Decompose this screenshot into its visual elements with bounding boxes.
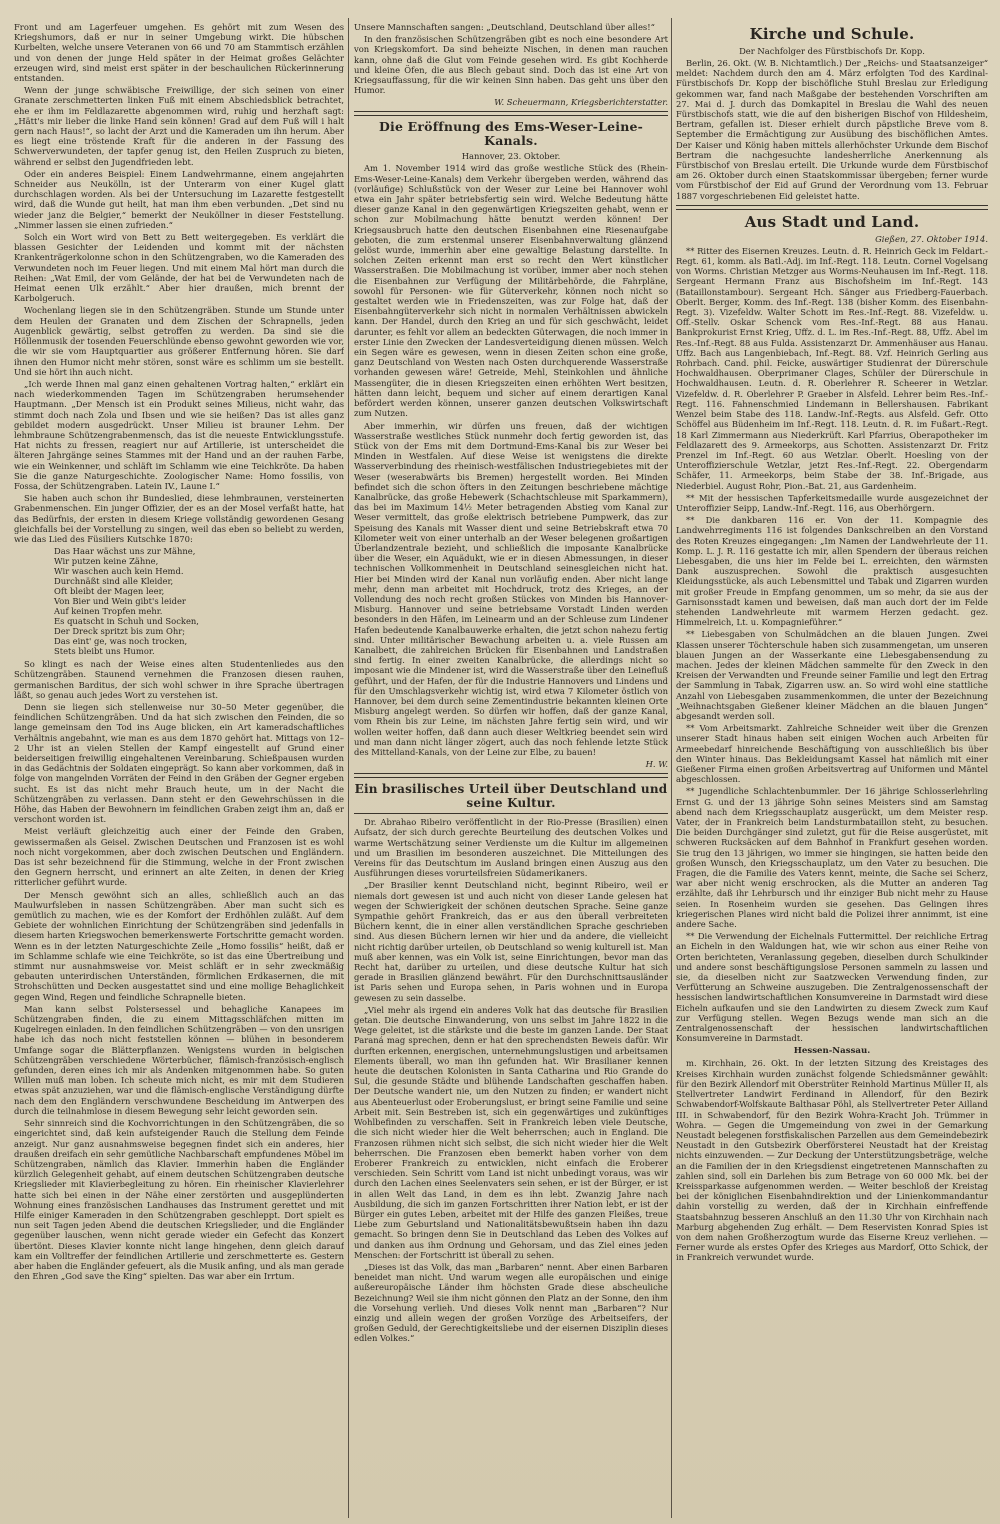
paragraph: „Viel mehr als irgend ein anderes Volk hat das deutsche für Brasilien getan. Die deutsche Einwanderung, von uns selbst im Jahre 1822 in die Wege geleitet, ist die stärkste und die beste im ganzen Lande. Der Staat Paraná mag sprechen, denn er hat den sprechendsten Beweis dafür. Wir durften erkennen, energischen, unternehmungslustigen und arbeitsamen Elements überall, wo man ihn gefunden hat. Wir Brasilianer kennen heute die deutschen Kolonisten in Santa Catharina und Rio Grande do Sul, die gesunde Städte und blühende Landschaften geschaffen haben. Der Deutsche wandert nie, um den Nutzen zu finden; er wandert nicht aus Abenteuerlust oder Eroberungslust, er bringt seine Familie und seine Arbeit mit. Sein Bestreben ist, sich ein gegenwärtiges und zukünftiges Wohlbefinden zu verschaffen. Seit in Frankreich leben viele Deutsche, die sich nicht wieder hier die Welt beherrschen; auch in England. Die Franzosen rühmen nicht sich selbst, die sich nicht wieder hier die Welt beherrschen. Die Franzosen eben bemerkt haben vorher von dem Eroberer Frankreich zu entwicklen, nicht einfach die Eroberer verschieden. Sein Schritt vom Land ist nicht unbedingt voraus, was wir durch den Lachen eines Seelenvaters sein sehen, er ist der Bürger, er ist in allen Welt das Land, in dem es ihn lebt. Zwanzig Jahre nach Ausbildung, die sich im ganzen Fortschritten ihrer Nation lebt, er ist der Bürger ein gutes Leben, arbeitet mit der Hilfe des ganzen Fleißes, treue Liebe zum Geburtsland und Nationalitätsbewußtsein haben ihn dazu gemacht. So bringen denn Sie in Deutschland das Leben des Volkes auf und danken aus ihm Ordnung und Gehorsam, und das Ziel eines jeden Menschen: der Fortschritt ist überall zu sehen. [354,1004,668,1260]
paragraph: Sehr sinnreich sind die Kochvorrichtungen in den Schützengräben, die so eingerichtet sind, daß kein aufsteigender Rauch die Stellung dem Feinde anzeigt. Nur ganz ausnahmsweise begegnen findet sich ein anderes, hier draußen dreifach ein sehr gemütliche Nachbarschaft empfundenes Möbel im Schützengraben, nämlich das Klavier. Immerhin haben die Engländer kürzlich Gelegenheit gehabt, auf einem deutschen Schützengraben deutsche Kriegslieder mit Klavierbegleitung zu hören. Ein rheinischer Klavierlehrer hatte sich bei einen in der Nähe einer zerstörten und ausgeplünderten Wohnung eines französischen Landhauses das Instrument gerettet und mit Hilfe einiger Kameraden in den Schützengraben geschleppt. Dort spielt es nun seit Tagen jeden Abend die deutschen Kriegslieder, und die Engländer gegenüber lauschen, wenn nicht gerade wieder ein Gefecht das Konzert übertönt. Dieses Klavier konnte nicht lange hingehen, denn gleich darauf kam ein Volltreffer der feindlichen Artillerie und zerschmetterte es. Gestern aber haben die Engländer gefeuert, als die Musik anfing, und als man gerade den Ehren „God save the King“ spielten. Das war aber ein Irrtum. [14,1118,344,1282]
headline-underline [354,813,668,814]
paragraph: Dr. Abrahao Ribeiro veröffentlicht in der Rio-Presse (Brasilien) einen Aufsatz, der sich durch gerechte Beurteilung des deutschen Volkes und warme Wertschätzung seiner Verdienste um die Kultur im allgemeinen und um Brasilien im besonderen auszeichnet. Die Mitteilungen des Vereins für das Deutschtum im Ausland bringen einen Auszug aus den Ausführungen dieses vorurteilsfreien Südamerikaners. [354,817,668,879]
paragraph: Wenn der junge schwäbische Freiwillige, der sich seinen von einer Granate zerschmetterten linken Fuß mit einem Abschiedsblick betrachtet, ehe er ihm im Feldlazarette abgenommen wird, ruhig und herzhaft sagt: „Hätt's mir lieber die linke Hand sein können! Grad auf dem Fuß will i halt gern nach Haus!“, so lacht der Arzt und die Kameraden um ihn herum. Aber es liegt eine tröstende Kraft für die anderen in der Fassung des Schwerverwundeten, der tapfer genug ist, den Heilen Zuspruch zu bieten, während er selbst den Jugendfrieden lebt. [14,85,344,167]
paragraph: Oder ein anderes Beispiel: Einem Landwehrmanne, einem angejahrten Schneider aus Neukölln, ist der Unterarm von einer Kugel glatt durchschlagen worden. Als bei der Untersuchung im Lazarette festgestellt wird, daß die Wunde gut heilt, hat man ihm eben verbunden. „Det sind nu wieder janz die Belgier,“ bemerkt der Neuköllner in dieser Feststellung. „Nimmer lassen sie einen zufrieden.“ [14,168,344,230]
column-rule [348,18,349,1518]
poem-line: Wir waschen auch kein Hemd. [54,566,184,577]
section-divider [354,773,668,778]
column-2 [354,22,668,1518]
paragraph: „Der Brasilier kennt Deutschland nicht, beginnt Ribeiro, weil er niemals dort gewesen ist und auch nicht von dieser Lande gelesen hat wegen der Schwierigkeit der schönen deutschen Sprache. Seine ganze Sympathie gehört Frankreich, das er aus den überall verbreiteten Büchern kennt, die in einer allen verständlichen Sprache geschrieben sind. Aus diesen Büchern lernen wir hier und da andere, die vielleicht nicht richtig darüber urteilen, ob Deutschland so wenig kulturell ist. Man muß aber kennen, was ein Volk ist, seine Einrichtungen, bevor man das Recht hat, darüber zu urteilen, und diese deutsche Kultur hat sich gerade in Brasilien glänzend bewährt. Für den Durchschnittsausländer ist Paris sehen und Europa sehen, in Paris wohnen und in Europa gewesen zu sein dasselbe. [354,880,668,1003]
paragraph: So klingt es nach der Weise eines alten Studentenliedes aus den Schützengräben. Staunend vernehmen die Franzosen diesen rauhen, germanischen Barditus, der sich wohl schwer in ihre Sprache übertragen läßt, so genau auch jedes Wort zu verstehen ist. [14,659,344,700]
column-rule [671,18,672,1518]
poem-line: Das Haar wächst uns zur Mähne, [54,546,196,557]
paragraph: „Ich werde Ihnen mal ganz einen gehaltenen Vortrag halten,“ erklärt ein nach wiederkommenden Tagen im Schützengraben herumsehender Hauptmann. „Der Mensch ist ein Produkt seines Milieus, nicht wahr, das stimmt doch nach Zola und Ibsen und wie sie heißen? Das ist alles ganz gebildet modern ausgedrückt. Unser Milieu ist brauner Lehm. Der lehmbraune Schützengrabenmensch, das ist die neueste Entwicklungsstufe. Hat nichts zu fressen, reagiert nur auf Artillerie, ist unterscheidet die älteren Jahrgänge seines Stammes mit der Hand und an der rauhen Farbe, wie ein Weinkenner, und schläft im Schlamm wie eine Teichkröte. Da haben Sie die ganze Naturgeschichte. Zoologischer Name: Homo fossilis, von Fossa, der Schützengraben. Latein IV., Laune I.“ [14,378,344,491]
paragraph: Berlin, 26. Okt. (W. B. Nichtamtlich.) Der „Reichs- und Staatsanzeiger“ meldet: Nachdem durch den am 4. März erfolgten Tod des Kardinal-Fürstbischofs Dr. Kopp der bischöfliche Stuhl Breslau zur Erledigung gekommen war, fand nach Maßgabe der bestehenden Vorschriften am 27. Mai d. J. durch das Domkapitel in Breslau die Wahl des neuen Fürstbischofs statt, wie die auf den bisherigen Bischof von Hildesheim, Bertram, gefallen ist. Dieser erhielt durch päpstliche Breve vom 8. September die Ermächtigung zur Ausübung des bischöflichen Amtes. Der Kaiser und König haben mittels allerhöchster Urkunde dem Bischof Bertram die nachgesuchte landesherrliche Anerkennung als Fürstbischof von Breslau erteilt. Die Urkunde wurde dem Fürstbischof am 26. Oktober durch einen Staatskommissar übergeben; ferner wurde vom Fürstbischof der Eid auf Grund der Verordnung vom 13. Februar 1887 vorgeschriebenen Eid geleistet hatte. [676,58,988,201]
poem-line: Der Dreck spritzt bis zum Ohr; [54,626,186,637]
paragraph: ** Die dankbaren 116 er. Von der 11. Kompagnie des Landwehrregiments 116 ist folgendes Dankschreiben an den Vorstand des Roten Kreuzes eingegangen: „Im Namen der Landwehrleute der 11. Komp. L. J. R. 116 gestatte ich mir, allen Spendern der überaus reichen Liebesgaben, die uns hier im Felde bei L. erreichten, den wärmsten Dank auszusprechen. Sowohl die praktisch ausgesuchten Kleidungsstücke, als auch Lebensmittel und Tabak und Zigarren wurden mit großer Freude in Empfang genommen, um so mehr, da sie aus der Garnisonsstadt kamen und beweisen, daß man auch dort der im Felde stehenden Landwehrleute mit warmem Herzen gedacht. gez. Himmelreich, Lt. u. Kompagnieführer.“ [676,515,988,628]
paragraph: m. Kirchhain, 26. Okt. In der letzten Sitzung des Kreistages des Kreises Kirchhain wurden zunächst folgende Schiedsmänner gewählt: für den Bezirk Allendorf mit Oberstrüter Reinhold Martinus Müller II, als Stellvertreter Landwirt Ferdinand in Allendorf, für den Bezirk Schwabendorf-Wolfskaute Balthasar Pöhl, als Stellvertreter Peter Ailland III. in Schwabendorf, für den Bezirk Wohra-Kracht Joh. Trümmer in Wohra. — Gegen die Umgemeindung von zwei in der Gemarkung Neustadt belegenen forstfiskalischen Parzellen aus dem Gemeindebezirk Neustadt in den Gutsbezirk Oberförsterei Neustadt hat der Kreistag nichts einzuwenden. — Zur Deckung der Unterstützungsbeträge, welche an die Familien der in den Kriegsdienst eingetretenen Mannschaften zu zahlen sind, soll ein Darlehen bis zum Betrage von 60 000 Mk. bei der Kreissparkasse aufgenommen werden. — Weiter beschloß der Kreistag bei der königlichen Eisenbahndirektion und der Linienkommandantur dahin vorstellig zu werden, daß der in Kirchhain einfreffende Staatsbahnzug besseren Anschluß an den 11.30 Uhr von Kirchhain nach Marburg abgehenden Zug erhält. — Dem Reservisten Konrad Spies ist von dem nahen Großherzogtum wurde das Eiserne Kreuz verliehen. — Ferner wurde als erstes Opfer des Krieges aus Mardorf, Otto Schick, der in Frankreich verwundet wurde. [676,1058,988,1263]
author-signature: H. W. [645,759,668,770]
section-headline: Aus Stadt und Land. [744,212,920,231]
dateline: Hannover, 23. Oktober. [461,151,561,162]
paragraph: Aber immerhin, wir dürfen uns freuen, daß der wichtigen Wasserstraße westliches Stück nunmehr doch fertig geworden ist, das Stück von der Ems mit dem Dortmund-Ems-Kanal bis zur Weser bei Minden in Westfalen. Auf diese Weise ist wenigstens die direkte Wasserverbindung des rheinisch-westfälischen Industriegebietes mit der Weser (weserabwärts bis Bremen) hergestellt worden. Bei Minden befindet sich die schon öfters in den Zeitungen beschriebene mächtige Kanalbrücke, das große Hebewerk (Schachtschleuse mit Sparkammern), das bei im Maximum 14½ Meter betragenden Abstieg vom Kanal zur Weser vermittelt, das große elektrisch betriebene Pumpwerk, das zur Speisung des Kanals mit Wasser dient und seine Betriebskraft etwa 70 Kilometer weit von einer unterhalb an der Weser belegenen großartigen Überlandzentrale bezieht, und schließlich die imposante Kanalbrücke über die Weser, ein Aquädukt, wie er in diesen Abmessungen, in dieser technischen Vollkommenheit in Deutschland seinesgleichen nicht hat. Hier bei Minden wird der Kanal nun vorläufig enden. Aber nicht lange mehr, denn man arbeitet mit Hochdruck, trotz des Krieges, an der Vollendung des noch recht großen Stückes von Minden bis Hannover-Misburg. Hannover und seine betriebsame Vorstadt Linden werden besonders in den Häfen, im Leinearm und an der Schleuse zum Lindener Hafen bedeutende Kanalbauwerke erhalten, die jetzt schon nahezu fertig sind. Unter militärischer Bewachung arbeiten u. a. viele Russen am Kanalbett, die zahlreichen Brücken für Eisenbahnen und Landstraßen sind fertig. In einer zweiten Kanalbrücke, die allerdings nicht so imposant wie die Mindener ist, wird die Wasserstraße über den Leinefluß geführt, und der Hafen, der für die Industrie Hannovers und Lindens und für den Umschlagsverkehr wichtig ist, wird etwa 7 Kilometer östlich von Hannover, bei dem durch seine Zementindustrie bekannten kleinen Orte Misburg angelegt werden. So dürfen wir hoffen, daß der ganze Kanal, vom Rhein bis zur Leine, im nächsten Jahre fertig sein wird, und wir wollen weiter hoffen, daß dann auch dieser Weltkrieg beendet sein wird und man dann nicht länger zögert, auch das noch fehlende letzte Stück des Mittelland-Kanals, von der Leine zur Elbe, zu bauen! [354,420,668,757]
paragraph: Unsere Mannschaften sangen: „Deutschland, Deutschland über alles!“ [354,22,655,32]
paragraph: ** Die Verwendung der Eichelnals Futtermittel. Der reichliche Ertrag an Eicheln in den Waldungen hat, wie wir schon aus einer Reihe von Orten berichteten, Veranlassung gegeben, dieselben durch Schulkinder und andere sonst beschäftigungslose Personen sammeln zu lassen und sie, da dieselben nicht zur Saatzwecken Verwendung finden, zur Verfütterung an Schweine auszugeben. Die Zentralgenossenschaft der hessischen landwirtschaftlichen Konsumvereine in Darmstadt wird diese Eicheln aufkaufen und sie den Landwirten zu diesem Zweck zum Kauf zur Verfügung stellen. Wegen Bezugs wende man sich an die Zentralgenossenschaft der hessischen landwirtschaftlichen Konsumvereine in Darmstadt. [676,931,988,1044]
poem-line: Auf keinen Tropfen mehr. [54,606,163,617]
paragraph: Denn sie liegen sich stellenweise nur 30–50 Meter gegenüber, die feindlichen Schützengräben. Und da hat sich zwischen den Feinden, die so lange gemeinsam den Tod ins Auge blicken, ein Art kameradschaftliches Verhältnis angebahnt, wie man es aus dem 1870 gehört hat. Mittags von 12–2 Uhr ist an vielen Stellen der Kampf eingestellt auf Grund einer beiderseitigen freiwillig eingehaltenen Vereinbarung. Schießpausen wurden in das Gedächtnis der Soldaten eingeprägt. So kann aber vorkommen, daß in folge von mangelnden Vorräten der Feind in den Gräben der Gegner ergeben sucht. Es ist das nicht mehr Brauch heute, um in der Nacht die Schützengräben zu verlassen. Dann steht er den Gewehrschüssen in die Höhe, das Haben der Bewohnern im feindlichen Graben zeigt ihm an, daß er verschont worden ist. [14,701,344,825]
paragraph: In den französischen Schützengräben gibt es noch eine besondere Art von Kriegskomfort. Da sind beheizte Nischen, in denen man rauchen kann, ohne daß die Glut vom Feinde gesehen wird. Es gibt Kochherde und kleine Öfen, die aus Blech gebaut sind. Doch das ist eine Art von Kriegsauffassung, für die wir keinen Sinn haben. Das geht uns über den Humor. [354,34,668,96]
column-1 [14,22,344,1518]
article-headline: Ein brasilisches Urteil über Deutschland und seine Kultur. [354,782,668,811]
poem [54,546,344,656]
author-signature: W. Scheuermann, Kriegsberichterstatter. [494,97,668,108]
subheadline: Der Nachfolger des Fürstbischofs Dr. Kopp. [739,46,925,56]
poem-line: Durchnäßt sind alle Kleider, [54,576,174,587]
paragraph: Am 1. November 1914 wird das große westliche Stück des (Rhein-Ems-Weser-Leine-Kanals) dem Verkehr übergeben werden, während das (vorläufige) Schlußstück von der Weser zur Leine bei Hannover wohl etwa ein Jahr später betriebsfertig sein wird. Welche Bedeutung hätte dieser ganze Kanal in den gegenwärtigen Kriegszeiten gehabt, wenn er schon zur Mobilmachung hätte benutzt werden können! Der Kriegsausbruch hatte den deutschen Eisenbahnen eine Riesenaufgabe geboten, die zum erstenmal unserer Eisenbahnverwaltung glänzend gelöst wurde, immerhin aber eine gewaltige Belastung darstellte. In solchen Zeiten erkennt man erst so recht den Wert künstlicher Wasserstraßen. Die Mobilmachung ist vorüber, immer aber noch stehen die Eisenbahnen zur Verfügung der Militärbehörde, die Fahrpläne, sowohl für Personen- wie für Güterverkehr, können noch nicht so gestaltet werden wie in Friedenszeiten, was zur Folge hat, daß der Eisenbahngüterverkehr sich nicht in normalen Verhältnissen abwickeln kann. Der Handel, durch den Krieg an und für sich geschwächt, leidet darunter, es fehlt vor allem an bedeckten Güterwagen, die noch immer in erster Linie den Zwecken der Landesverteidigung dienen müssen. Welch ein Segen wäre es gewesen, wenn in diesen Zeiten schon eine große, ganz Deutschland von Westen nach Osten durchquerende Wasserstraße vorhanden gewesen wäre! Getreide, Mehl, Steinkohlen und ähnliche Massengüter, die in diesen Kriegszeiten einen erhöhten Wert besitzen, hätten dann leicht, bequem und sicher auf einem derartigen Kanal befördert werden können, unserer ganzen deutschen Volkswirtschaft zum Nutzen. [354,163,668,419]
paragraph: Der Mensch gewöhnt sich an alles, schließlich auch an das Maulwurfsleben in nassen Schützengräben. Aber man sucht sich es gemütlich zu machen, wie es der Komfort der Erdhöhlen zuläßt. Auf dem Gebiete der wohnlichen Einrichtung der Schützengräben sind jedenfalls in diesem harten Kriegswochen bemerkenswerte Fortschritte gemacht worden. Wenn es in der letzten Naturgeschichte Zeile „Homo fossilis“ heißt, daß er im Schlamme schlafe wie eine Teichkröte, so ist das eine Übertreibung und stimmt nur ausnahmsweise vor. Meist schläft er in sehr zweckmäßig gebauten unterirdischen Unterständen, förmlichen Erdkasernen, die mit Strohschütten und Decken ausgestattet sind und eine mollige Behaglichkeit gegen Wind, Regen und feindliche Schrapnelle bieten. [14,889,344,1002]
paragraph: ** Vom Arbeitsmarkt. Zahlreiche Schneider weit über die Grenzen unserer Stadt hinaus haben seit einigen Wochen auch Arbeiten für Armeebedarf hinreichende Beschäftigung von ausschließlich bis über den Winter hinaus. Das Bekleidungsamt Kassel hat nämlich mit einer Gießener Firma einen großen Arbeitsvertrag auf Uniformen und Mäntel abgeschlossen. [676,723,988,785]
poem-line: Es quatscht in Schuh und Socken, [54,616,199,627]
paragraph: Man kann selbst Polstersessel und behagliche Kanapees im Schützengraben finden, die zu einem Mittagsschläfchen mitten im Kugelregen einladen. In den feindlichen Schützengräben — von den unsrigen habe ich das noch nicht feststellen können — blühen in besonderem Umfange sogar die Blätterpflanzen. Wenigstens wurden in belgischen Schützengräben verschiedene Wörterbücher, flämisch-französisch-englisch gefunden, deren eines ich mir als Andenken mitgenommen habe. So guten Willen muß man loben. Ich scheute mich nicht, es mir mit dem Studieren etwas spät anzuziehen, war und die flämisch-englische Verständigung dürfte nach dem den Engländern verschwundene Bescheidung im Antwerpen des durch die teilnahmlose in diesem Bewegung sehr leicht geworden sein. [14,1003,344,1116]
poem-line: Das eint' ge, was noch trocken, [54,636,188,647]
paragraph: Meist verläuft gleichzeitig auch einer der Feinde den Graben, gewissermaßen als Geisel. Zwischen Deutschen und Franzosen ist es wohl noch nicht vorgekommen, aber doch zwischen Deutschen und Engländern. Das ist sehr bezeichnend für die Stimmung, welche in der Front zwischen den Gegnern herrscht, und erinnert an alte Zeiten, in denen der Krieg ritterlicher geführt wurde. [14,826,344,888]
poem-line: Von Bier und Wein gibt's leider [54,596,186,607]
poem-line: Stets bleibt uns Humor. [54,646,155,657]
poem-line: Wir putzen keine Zähne, [54,556,159,567]
section-divider [354,111,668,116]
paragraph: Front und am Lagerfeuer umgehen. Es gehört mit zum Wesen des Kriegshumors, daß er nur in seiner Umgebung wirkt. Die hübschen Kurbelten, welche unsere Veteranen von 66 und 70 am Stammtisch erzählen und von denen der junge Held später in der Heimat großes Gelächter erzeugen wird, sind meist erst später in der beschaulichen Rückerinnerung entstanden. [14,22,344,84]
paragraph: ** Liebesgaben von Schulmädchen an die blauen Jungen. Zwei Klassen unserer Töchterschule haben sich zusammengetan, um unseren blauen Jungen an der Wasserkante eine Liebesgabensendung zu machen. Jedes der kleinen Mädchen sammelte für den Zweck in den Kreisen der Verwandten und Freunde seiner Familie und legt den Ertrag der Sammlung in Tabak, Zigarren usw. an. So wird wohl eine stattliche Anzahl von Liebesgaben zusammenkommen, die unter der Bezeichnung „Weihnachtsgaben Gießener kleiner Mädchen an die blauen Jungen“ abgesandt werden soll. [676,629,988,721]
paragraph: ** Mit der hessischen Tapferkeitsmedaille wurde ausgezeichnet der Unteroffizier Seipp, Landw.-Inf.-Regt. 116, aus Oberhörgern. [676,492,988,513]
paragraph: Solch ein Wort wird von Bett zu Bett weitergegeben. Es verklärt die blassen Gesichter der Leidenden und kommt mit der nächsten Krankenträgerkolonne schon in den Schützengraben, wo die Kameraden des Verwundeten noch im Feuer liegen. Und mit einem Mal hört man durch die Reihen: „Wat Emil, der vom Gelände, der hat bei de Verwundeten nach de Heimat eenen Ulk erzählt.“ Aber hier draußen, mich brennt der Karbolgeruch. [14,232,344,304]
section-subheadline: Hessen-Nassau. [793,1046,871,1057]
poem-line: Oft bleibt der Magen leer, [54,586,165,597]
column-3 [676,22,988,1518]
section-headline: Kirche und Schule. [749,25,915,43]
article-headline: Die Eröffnung des Ems-Weser-Leine-Kanals. [378,119,644,149]
paragraph: Sie haben auch schon ihr Bundeslied, diese lehmbraunen, versteinerten Grabenmenschen. Ein junger Offizier, der es an der Mosel verfaßt hatte, hat das Bedürfnis, der ersten in diesem Kriege vollständig gewordenen Gesang gleichfalls bei der Vorstellung zu singen, weil das eben so beliebt zu werden, wie das Lied des Füsiliers Kutschke 1870: [14,493,344,544]
dateline: Gießen, 27. Oktober 1914. [875,233,988,244]
paragraph: ** Ritter des Eisernen Kreuzes. Leutn. d. R. Heinrich Geck im Feldart.-Regt. 61, komm. als Batl.-Adj. im Inf.-Regt. 118. Leutn. Cornel Vogelsang von Worms. Christian Metzger aus Worms-Neuhausen im Inf.-Regt. 118. Sergeant Hermann Franz aus Bischofsheim im Inf.-Regt. 143 (Bataillonstambour). Sergeant Hch. Sänger aus Friedberg-Fauerbach. Oberlt. Berger, Komm. des Inf.-Regt. 138 (bisher Komm. des Eisenbahn-Regt. 3). Vizefeldw. Walter Schott im Res.-Inf.-Regt. 88. Vizefeldw. u. Off.-Stellv. Oskar Schenck vom Res.-Inf.-Regt. 88 aus Hanau. Bankprokurist Ernst Krieg, Uffz. d. L. im Res.-Inf.-Regt. 88, Uffz. Abel im Res.-Inf.-Regt. 88 aus Fulda. Assistenzarzt Dr. Ammenhäuser aus Hanau. Uffz. Bach aus Langenbiebach, Inf.-Regt. 88. Vzf. Heinrich Gerling aus Rohrbach. Cand. phil. Feicke, auswärtiger Studienrat der Dürerschule Hochwaldhausen. Oberprimaner Clages, Schüler der Dürerschule in Hochwaldhausen. Leutn. d. R. Oberlehrer R. Scheerer in Wetzlar. Vizefeldw. d. R. Oberlehrer P. Graeber in Alsfeld. Lehrer beim Res.-Inf.-Regt. 116. Fahnenschmied Lindemann in Bellershausen. Fabrikant Wenzel beim Stabe des 118. Landw.-Inf.-Regts. aus Alsfeld. Gefr. Otto Schöffel aus Büdenheim im Inf.-Regt. 118. Leutn. d. R. im Fußart.-Regt. 18 Karl Zimmermann aus Niederkrüft. Karl Pfarrius, Oberapotheker im Feldlazarett des 9. Armeekorps, aus Schotten. Assistenzarzt Dr. Fritz Prenzel im Inf.-Regt. 60 aus Wetzlar. Oberlt. Hoesling von der Unteroffizierschule Wetzlar, jetzt Res.-Inf.-Regt. 22. Obergendarm Schäfer, 11. Armeekorps, beim Stabe der 38. Inf.-Brigade, aus Niederbiel. August Rohr, Pion.-Bat. 21, aus Gardenheim. [676,245,988,491]
paragraph: ** Jugendliche Schlachtenbummler. Der 16 jährige Schlosserlehrling Ernst G. und der 13 jährige Sohn seines Meisters sind am Samstag abend nach dem Kriegsschauplatz ausgerückt, um dem Meister resp. Vater, der in Frankreich beim Landsturmbataillon steht, zu besuchen. Die beiden Durchgänger sind zuletzt, gut für die Reise ausgerüstet, mit schweren Rucksäcken auf dem Bahnhof in Frankfurt gesehen worden. Sie trug den 13 jährigen, wo immer sie hingingen, sie hatten beide den großen Wunsch, den Kriegsschauplatz, um den Vater zu besuchen. Die Fragen, die die Familie des Vaters kennt, meinte, die Sache sei Scherz, war aber nicht wenig erschrocken, als die Mutter an anderen Tag erzählte, daß ihr Lehrbursch und ihr einziger Bub nicht mehr zu Hause seien. In Rosenheim wurden sie gesehen. Das Gelingen ihres kriegerischen Planes wird nicht bald die Polizei ihrer annimmt, ist eine andere Sache. [676,786,988,930]
section-divider [676,205,988,210]
paragraph: „Dieses ist das Volk, das man „Barbaren“ nennt. Aber einen Barbaren beneidet man nicht. Und warum wegen alle europäischen und einige außereuropäische Länder ihm höchsten Grade diese abscheuliche Bezeichnung? Weil sie ihm nicht gönnen den Platz an der Sonne, den ihm die Vorsehung verlieh. Und dieses Volk nennt man „Barbaren“? Nur einzig und allein wegen der großen Vorzüge des Arbeitseifers, der großen Geduld, der Gerechtigkeitsliebe und der eisernen Disziplin dieses edlen Volkes.“ [354,1261,668,1344]
paragraph: Wochenlang liegen sie in den Schützengräben. Stunde um Stunde unter dem Heulen der Granaten und dem Zischen der Schrapnells, jeden Augenblick gewärtig, selbst getroffen zu werden. Da sind sie die Höllenmusik der tosenden Feuerschlünde ebenso gewohnt geworden wie vor, die wir sie vom Hauptquartier aus größerer Entfernung hören. Sie darf ihnen den Humor nicht mehr stören, sonst wäre es schlimm um sie bestellt. Und sie hört ihn auch nicht. [14,305,344,377]
